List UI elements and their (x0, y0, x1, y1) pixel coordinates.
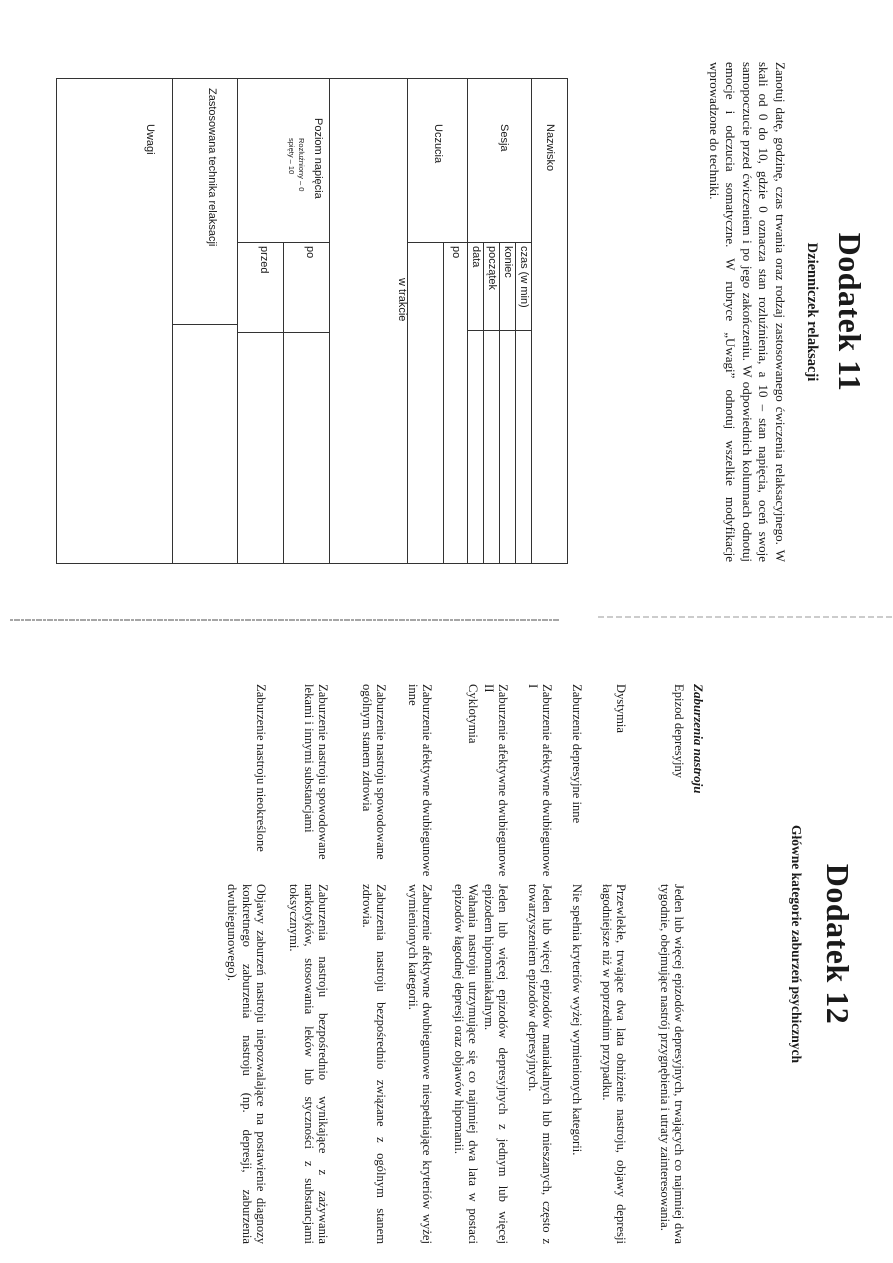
category-name: Zaburzenie depresyjne inne (570, 684, 584, 824)
relaxation-journal-table (56, 78, 568, 564)
table-label-poczatek: początek (486, 246, 498, 291)
category-name: Zaburzenie afektywne dwubiegunowe II (481, 684, 510, 877)
table-label-sesja: Sesja (498, 124, 510, 152)
table-label-data: data (470, 246, 482, 268)
table-label-poziom-przed: przed (258, 246, 270, 274)
category-definition: Jeden lub więcej epizodów maniakalnych lub mieszanych, często z towarzyszeniem epizodów depresyjnych. (525, 884, 554, 1244)
table-label-poziom: Poziom napięcia (312, 118, 324, 199)
table-label-koniec: koniec (502, 246, 514, 278)
table-label-rozluzniony: Rozluźniony – 0 (297, 138, 306, 192)
table-label-uczucia-po: po (450, 246, 462, 259)
page-12-title: Dodatek 12 (820, 863, 856, 1025)
table-label-czas: czas (w min) (518, 246, 530, 308)
page-12 (36, 684, 856, 1244)
category-name: Cyklotymia (466, 684, 480, 744)
category-name: Zaburzenie nastroju nieokreślone (254, 684, 268, 852)
category-name: Zaburzenie afektywne dwubiegunowe inne (405, 684, 434, 877)
category-definition: Zaburzenia nastroju bezpośrednio związane z ogólnym stanem zdrowia. (359, 884, 388, 1244)
table-label-poziom-po: po (304, 246, 316, 259)
category-definition: Jeden lub więcej epizodów depresyjnych, trwających co najmniej dwa tygodnie, obejmujące nastrój przygnębienia i utraty zainteresowania. (657, 884, 686, 1244)
table-label-w-trakcie: w trakcie (396, 278, 408, 322)
category-definition: Zaburzenie afektywne dwubiegunowe niespełniające kryteriów wyżej wymienionych kategorii. (405, 884, 434, 1244)
category-name: Zaburzenie nastroju spowodowane ogólnym stanem zdrowia (359, 684, 388, 860)
table-label-nazwisko: Nazwisko (544, 124, 556, 172)
category-name: Epizod depresyjny (672, 684, 686, 779)
category-definition: Objawy zaburzeń nastroju niepozwalające na postawienie diagnozy konkretnego zaburzenia nastroju (np. depresji, zaburzenia dwubiegunowego). (225, 884, 268, 1244)
category-definition: Przewlekłe, trwające dwa lata obniżenie nastroju, objawy depresji łagodniejsze niż w poprzednim przypadku. (599, 884, 628, 1244)
table-label-spiety: spięty – 10 (287, 138, 296, 175)
category-definition: Zaburzenia nastroju bezpośrednio wynikające z zażywania narkotyków, stosowania leków lub styczności z substancjami toksycznymi. (287, 884, 330, 1244)
category-name: Dystymia (614, 684, 628, 733)
section-heading: Zaburzenia nastroju (691, 684, 706, 794)
table-label-uczucia: Uczucia (432, 124, 444, 164)
page-11 (568, 62, 868, 562)
category-name: Zaburzenie nastroju spowodowane lekami i innymi substancjami (301, 684, 330, 860)
table-label-technika: Zastosowana technika relaksacji (206, 88, 218, 247)
category-name: Zaburzenie afektywne dwubiegunowe I (525, 684, 554, 877)
table-label-uwagi: Uwagi (144, 124, 156, 155)
page-11-instructions: Zanotuj datę, godzinę, czas trwania oraz rodzaj zastosowanego ćwiczenia relaksacyjnego. W skali od 0 do 10, gdzie 0 oznacza stan rozluźnienia, a 10 – stan napięcia, oceń swoje samopoczucie przed ćwiczeniem i po jego zakończeniu. W odpowiednich kolumnach odnotuj emocje i odczucia somatyczne. W rubryce „Uwagi” odnotuj wszelkie modyfikacje wprowadzone do techniki. (706, 62, 788, 562)
category-definition: Jeden lub więcej epizodów depresyjnych z jednym lub więcej epizodem hipomaniakalnym. (481, 884, 510, 1244)
page-fold-divider (0, 612, 893, 626)
page-12-subtitle: Główne kategorie zaburzeń psychicznych (789, 824, 804, 1064)
page-11-subtitle: Dzienniczek relaksacji (804, 242, 820, 382)
category-definition: Wahania nastroju utrzymujące się co najmniej dwa lata w postaci epizodów łagodnej depresji oraz objawów hipomanii. (451, 884, 480, 1244)
page-11-title: Dodatek 11 (832, 232, 868, 392)
category-definition: Nie spełnia kryteriów wyżej wymienionych kategorii. (570, 884, 584, 1156)
